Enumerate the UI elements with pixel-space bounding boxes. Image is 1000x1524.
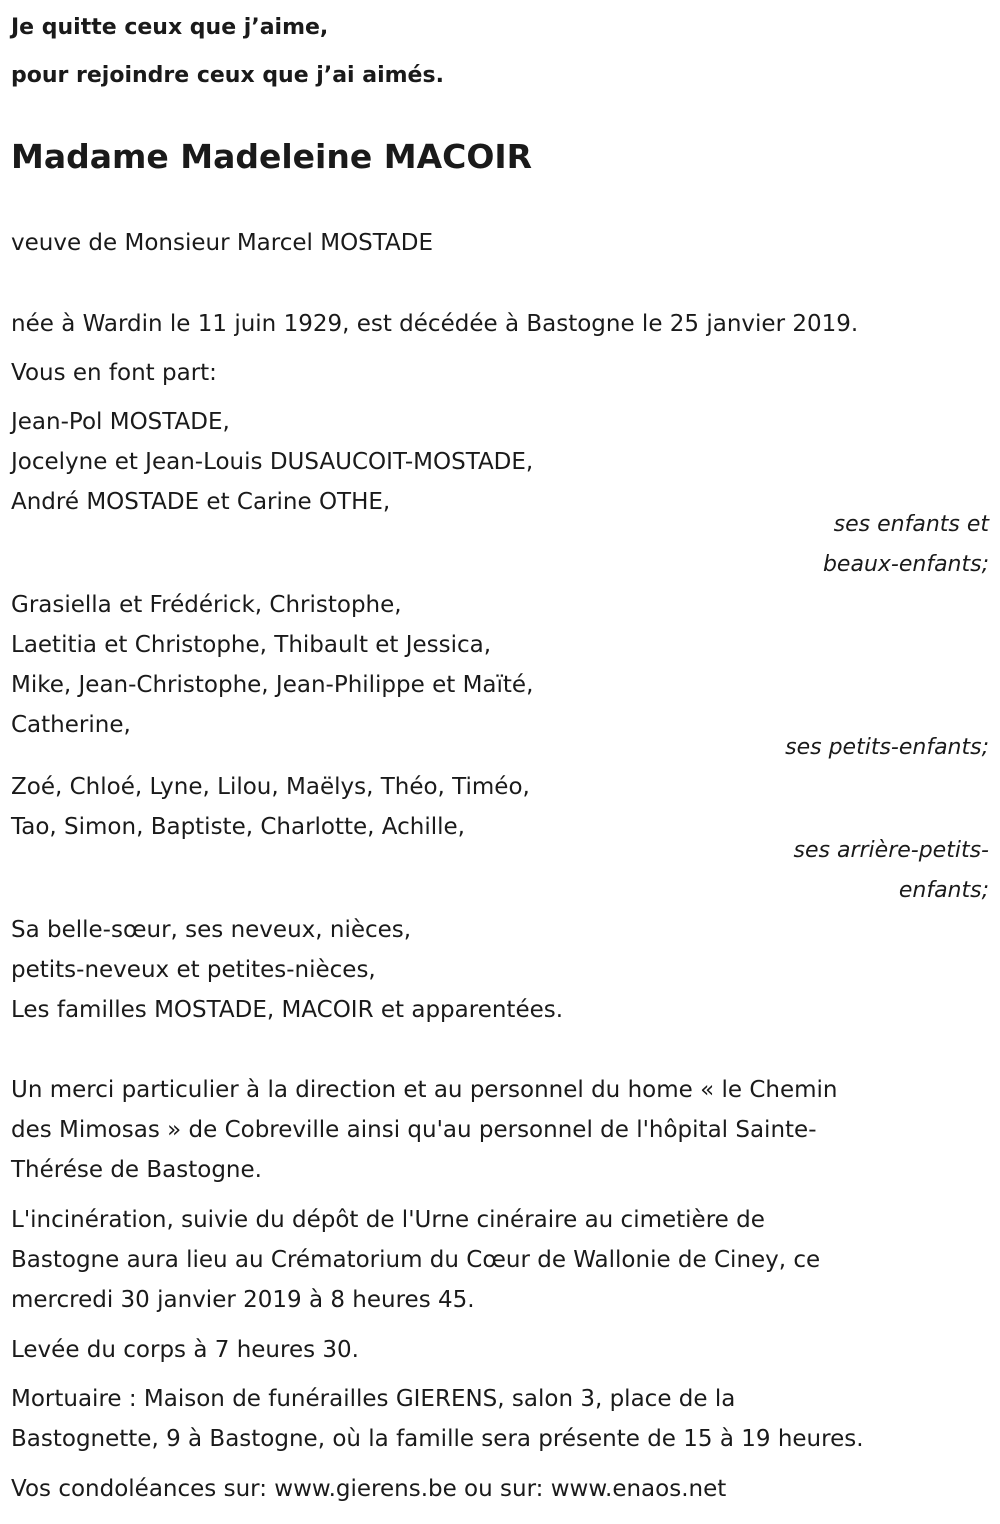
- ceremony-line: Bastogne aura lieu au Crématorium du Cœur de Wallonie de Ciney, ce: [11, 1247, 821, 1273]
- quote-line-1: Je quitte ceux que j’aime,: [11, 15, 329, 40]
- great-grandchildren-relation: enfants;: [898, 878, 989, 903]
- extended-family-line: Sa belle-sœur, ses neveux, nièces,: [11, 917, 412, 943]
- mortuary-line: Mortuaire : Maison de funérailles GIERENS, salon 3, place de la: [11, 1386, 736, 1412]
- great-grandchild-name: Zoé, Chloé, Lyne, Lilou, Maëlys, Théo, Timéo,: [11, 774, 530, 800]
- grandchild-name: Laetitia et Christophe, Thibault et Jessica,: [11, 632, 492, 658]
- child-name: Jean-Pol MOSTADE,: [11, 409, 230, 435]
- thanks-line: Thérése de Bastogne.: [11, 1157, 262, 1183]
- grandchildren-relation: ses petits-enfants;: [785, 735, 989, 760]
- birth-death-line: née à Wardin le 11 juin 1929, est décédée à Bastogne le 25 janvier 2019.: [11, 311, 859, 337]
- extended-family-line: petits-neveux et petites-nièces,: [11, 957, 376, 983]
- announcers-intro: Vous en font part:: [11, 360, 217, 386]
- quote-line-2: pour rejoindre ceux que j’ai aimés.: [11, 63, 444, 88]
- grandchild-name: Mike, Jean-Christophe, Jean-Philippe et Maïté,: [11, 672, 534, 698]
- child-name: Jocelyne et Jean-Louis DUSAUCOIT-MOSTADE,: [11, 449, 534, 475]
- grandchild-name: Catherine,: [11, 712, 131, 738]
- mortuary-line: Bastognette, 9 à Bastogne, où la famille sera présente de 15 à 19 heures.: [11, 1426, 864, 1452]
- viewing-line: Levée du corps à 7 heures 30.: [11, 1337, 359, 1363]
- children-relation: ses enfants et: [833, 512, 989, 537]
- condolences-line: Vos condoléances sur: www.gierens.be ou sur: www.enaos.net: [11, 1476, 727, 1502]
- thanks-line: des Mimosas » de Cobreville ainsi qu'au personnel de l'hôpital Sainte-: [11, 1117, 817, 1143]
- grandchild-name: Grasiella et Frédérick, Christophe,: [11, 592, 402, 618]
- deceased-name: Madame Madeleine MACOIR: [11, 137, 533, 176]
- great-grandchildren-relation: ses arrière-petits-: [793, 838, 989, 863]
- great-grandchild-name: Tao, Simon, Baptiste, Charlotte, Achille,: [11, 814, 465, 840]
- spouse-line: veuve de Monsieur Marcel MOSTADE: [11, 230, 434, 256]
- children-relation: beaux-enfants;: [822, 552, 989, 577]
- ceremony-line: L'incinération, suivie du dépôt de l'Urne cinéraire au cimetière de: [11, 1207, 765, 1233]
- ceremony-line: mercredi 30 janvier 2019 à 8 heures 45.: [11, 1287, 475, 1313]
- child-name: André MOSTADE et Carine OTHE,: [11, 489, 391, 515]
- extended-family-line: Les familles MOSTADE, MACOIR et apparentées.: [11, 997, 564, 1023]
- thanks-line: Un merci particulier à la direction et au personnel du home « le Chemin: [11, 1077, 838, 1103]
